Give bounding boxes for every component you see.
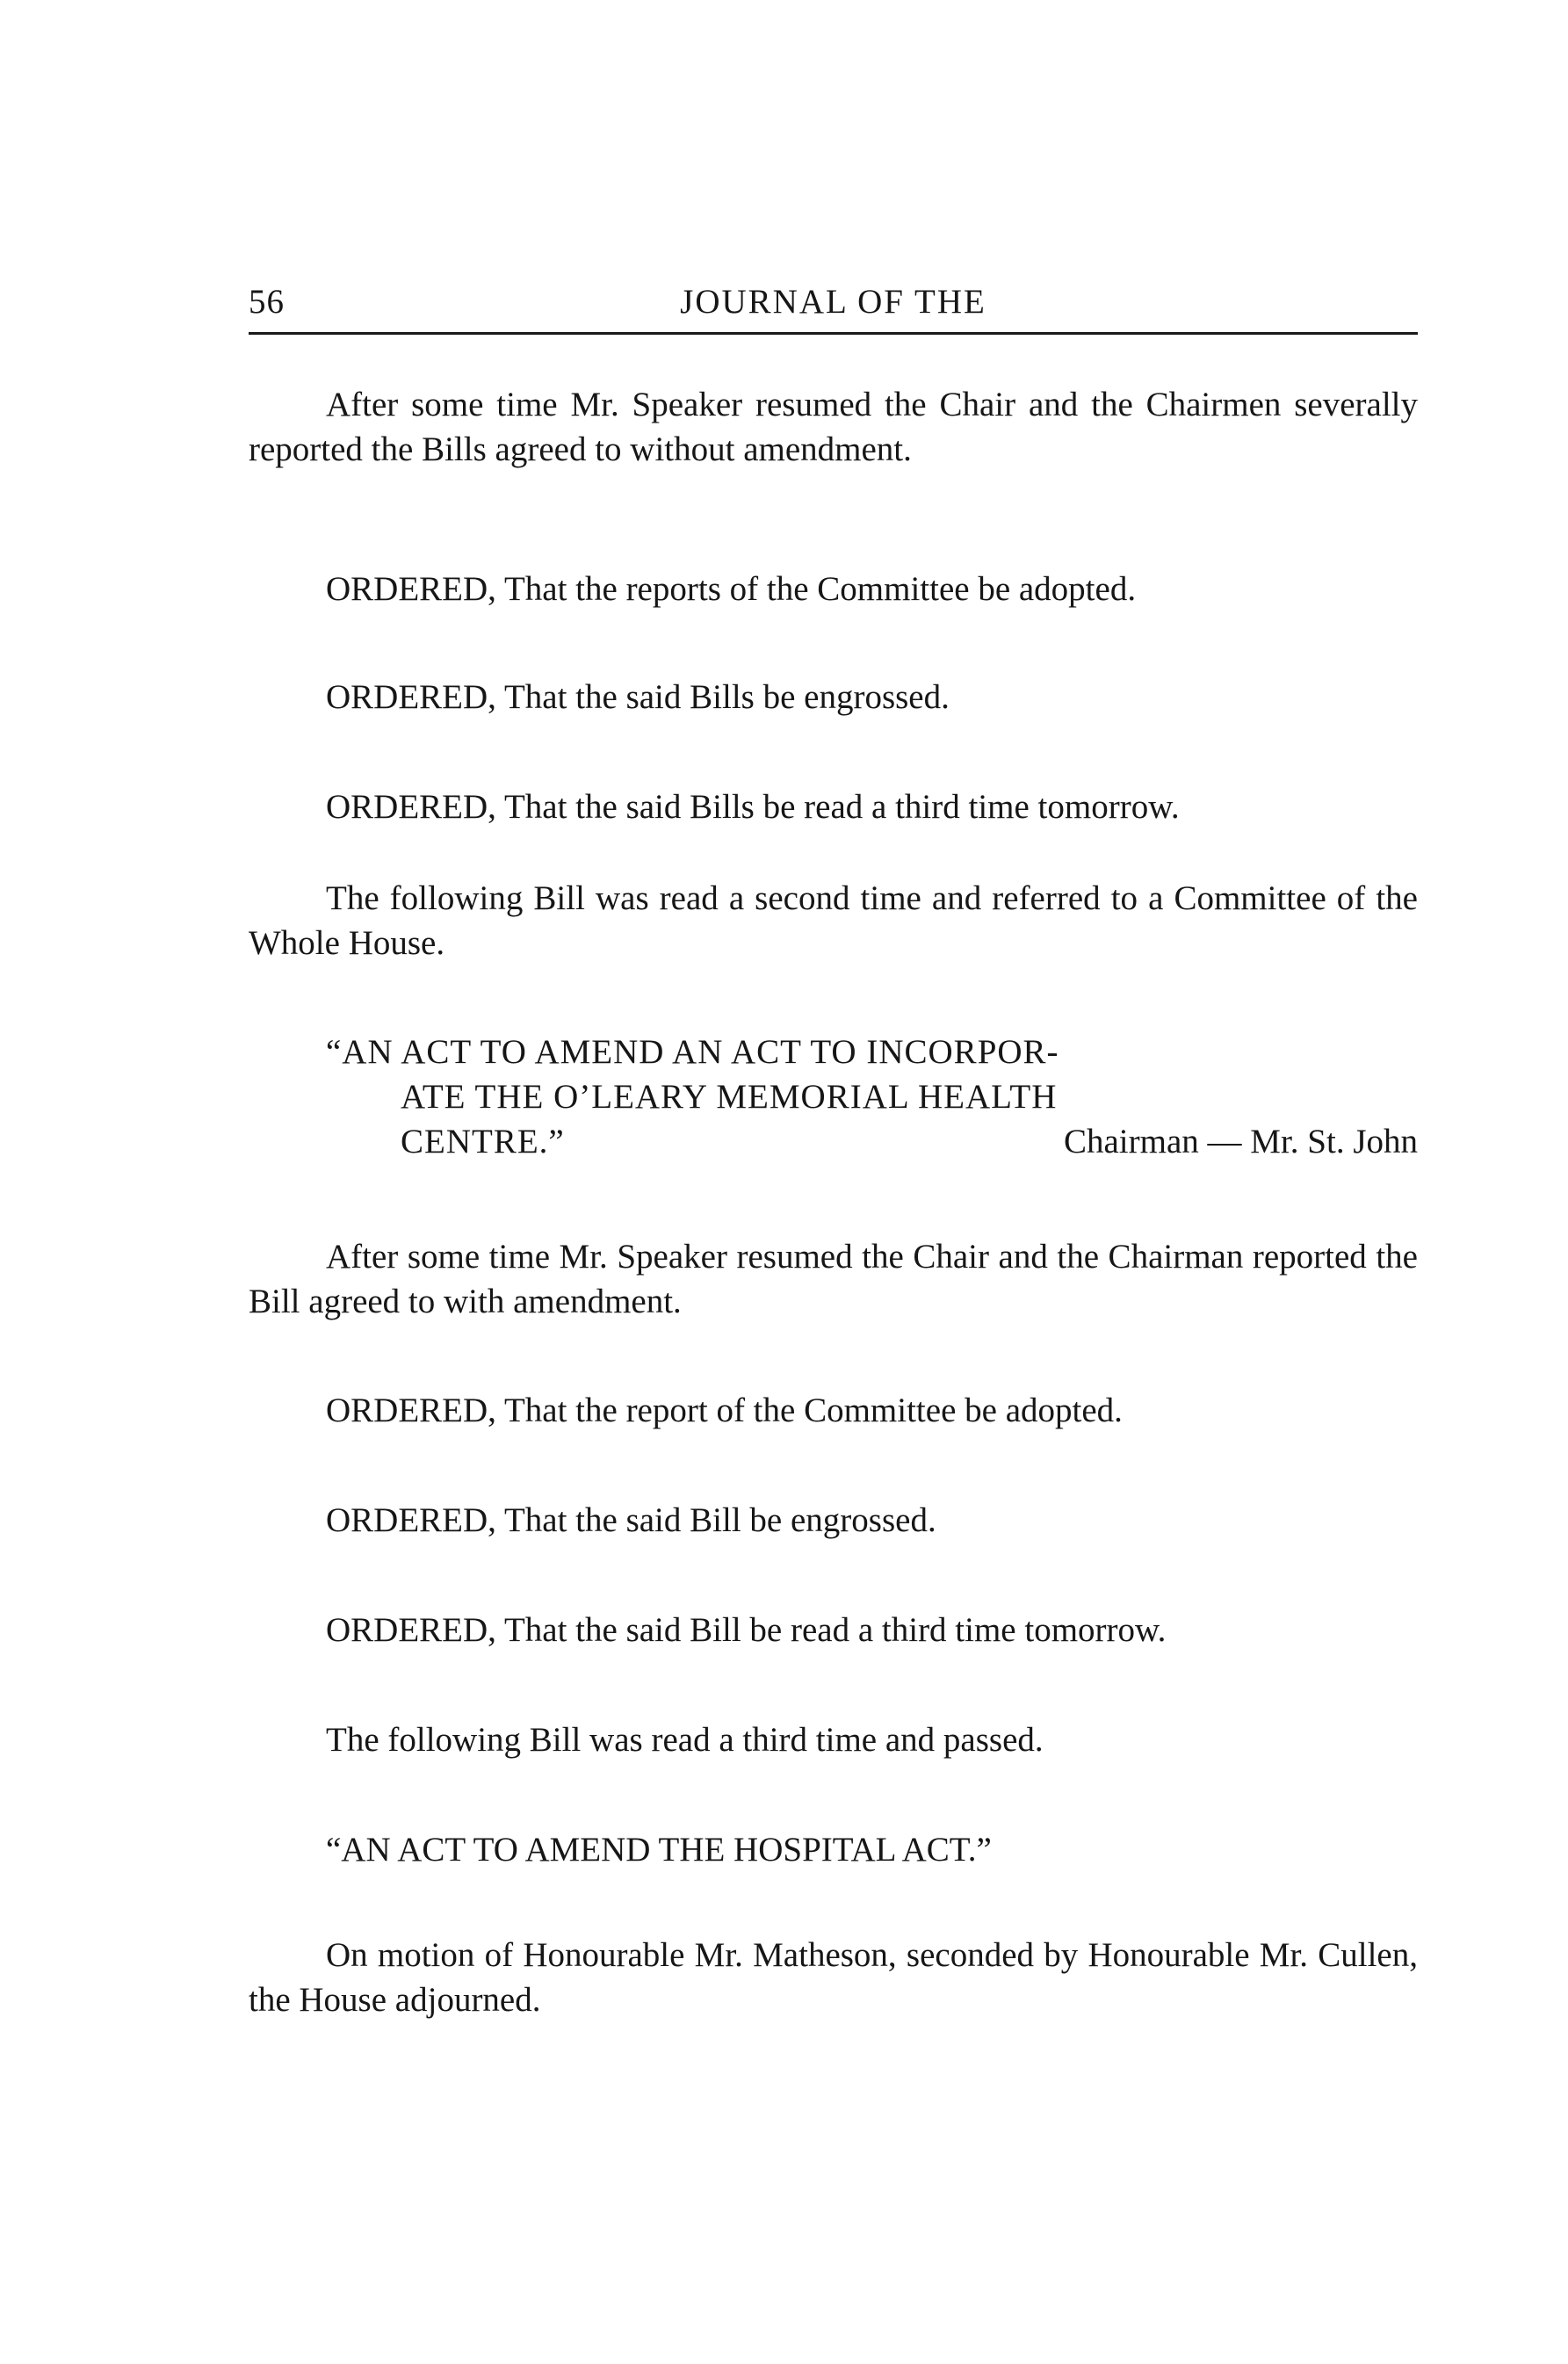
- act-title-hospital: “AN ACT TO AMEND THE HOSPITAL ACT.”: [326, 1831, 992, 1869]
- act-title-oleary: [326, 1030, 1418, 1164]
- act-title-line: CENTRE.”: [401, 1123, 565, 1160]
- order-bill-third-reading: ORDERED, That the said Bill be read a third time tomorrow.: [326, 1611, 1167, 1649]
- order-bills-engrossed: ORDERED, That the said Bills be engrossed.: [326, 678, 950, 716]
- act-title-line: “AN ACT TO AMEND AN ACT TO INCORPOR-: [326, 1033, 1059, 1071]
- order-reports-adopted: ORDERED, That the reports of the Committee be adopted.: [326, 570, 1137, 608]
- paragraph-third-reading-passed: The following Bill was read a third time and passed.: [326, 1721, 1044, 1759]
- order-report-adopted: ORDERED, That the report of the Committee be adopted.: [326, 1392, 1123, 1429]
- paragraph-speaker-resumed-bills: After some time Mr. Speaker resumed the Chair and the Chairmen severally reported the Bills agreed to without amendment.: [249, 386, 1418, 468]
- page-header: [249, 279, 1418, 335]
- page-number: 56: [249, 283, 285, 321]
- act-title-last-line: [326, 1119, 1418, 1164]
- order-bill-engrossed: ORDERED, That the said Bill be engrossed.: [326, 1501, 936, 1539]
- paragraph-speaker-resumed-bill: After some time Mr. Speaker resumed the Chair and the Chairman reported the Bill agreed to with amendment.: [249, 1238, 1418, 1320]
- order-bills-third-reading: ORDERED, That the said Bills be read a third time tomorrow.: [326, 788, 1180, 826]
- paragraph-second-reading: The following Bill was read a second time and referred to a Committee of the Whole House.: [249, 879, 1418, 962]
- act-title-line: ATE THE O’LEARY MEMORIAL HEALTH: [401, 1078, 1058, 1116]
- paragraph-adjournment: On motion of Honourable Mr. Matheson, seconded by Honourable Mr. Cullen, the House adjourned.: [249, 1936, 1418, 2019]
- chairman-name: Chairman — Mr. St. John: [1063, 1123, 1418, 1160]
- running-head: JOURNAL OF THE: [680, 283, 986, 321]
